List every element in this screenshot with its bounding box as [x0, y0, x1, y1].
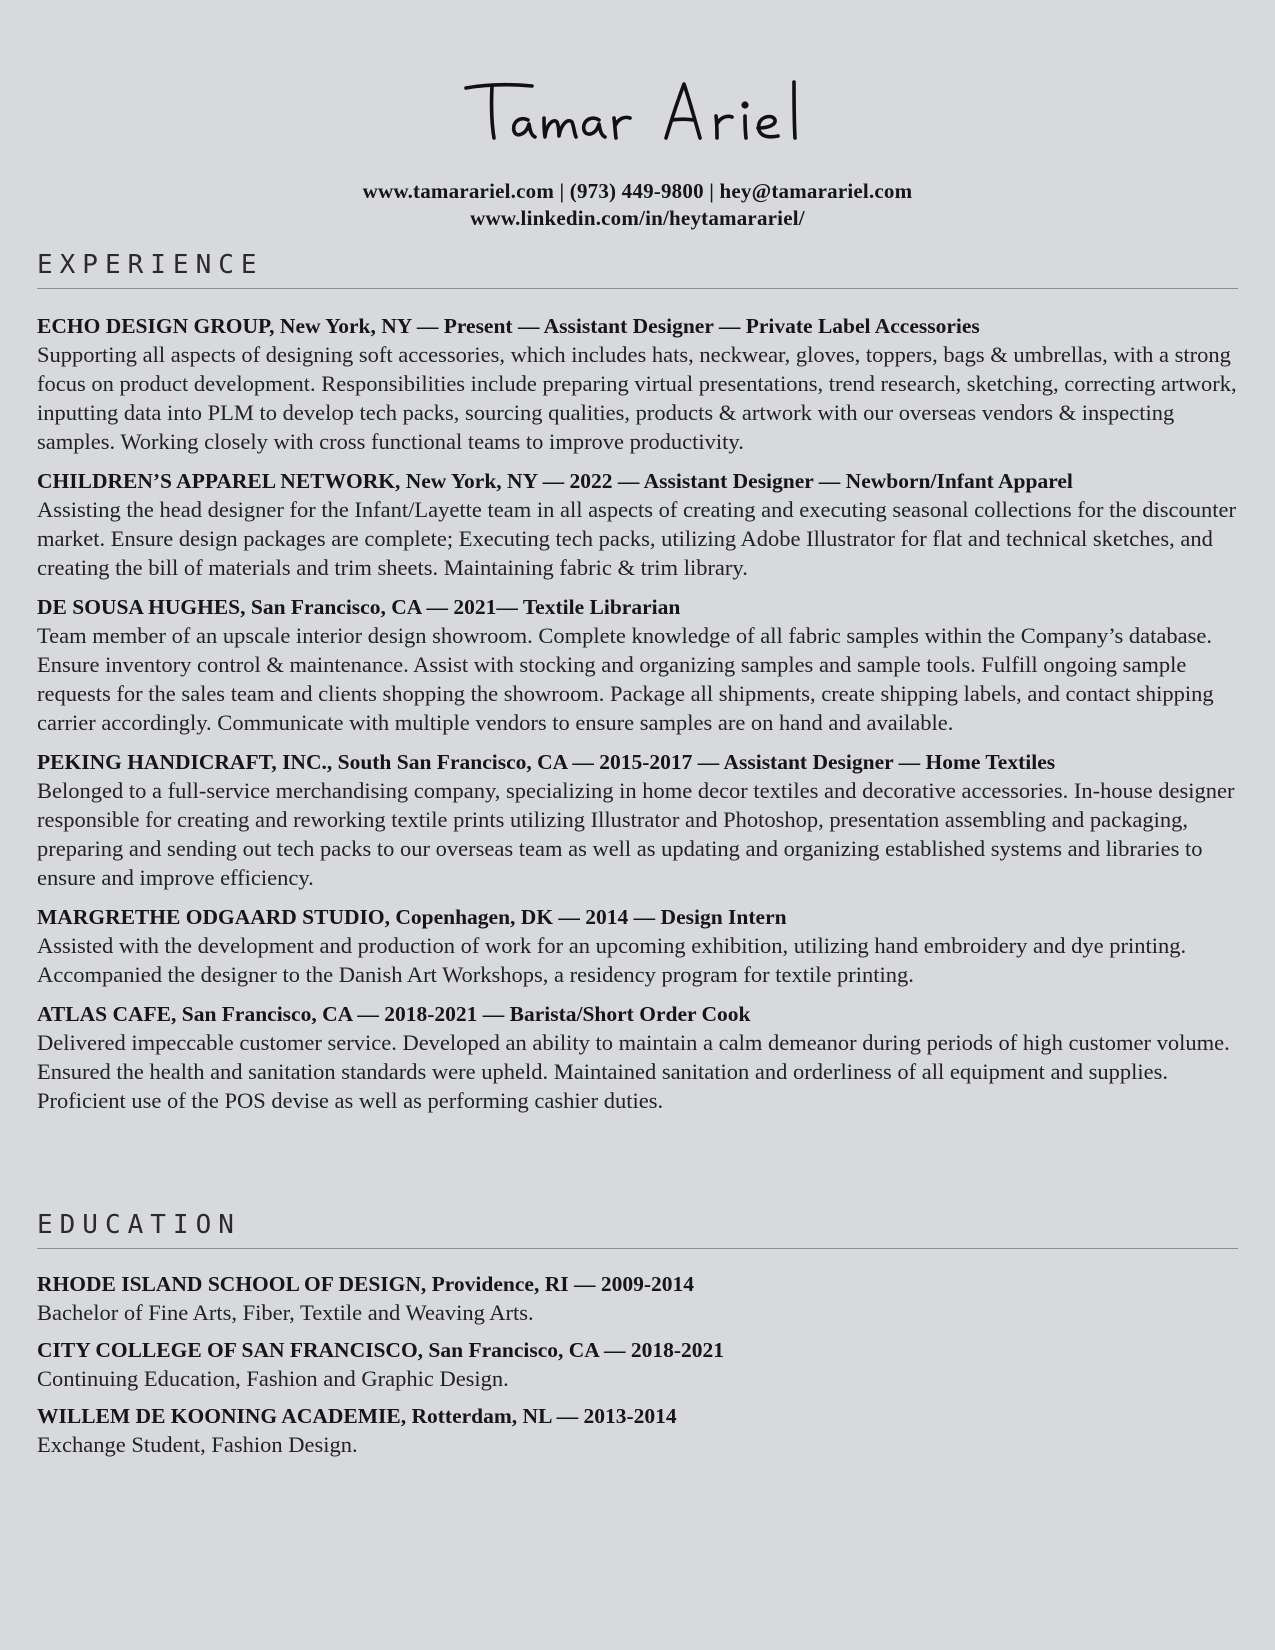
education-heading: WILLEM DE KOONING ACADEMIE, Rotterdam, NL — 2013-2014: [37, 1404, 677, 1428]
experience-entry: [37, 748, 1238, 892]
experience-heading: CHILDREN’S APPAREL NETWORK, New York, NY — 2022 — Assistant Designer — Newborn/Infant Apparel: [37, 469, 1073, 493]
experience-description: Assisted with the development and production of work for an upcoming exhibition, utilizing hand embroidery and dye printing. Accompanied the designer to the Danish Art Workshops, a residency program for textile printing.: [37, 933, 1187, 987]
education-description: Bachelor of Fine Arts, Fiber, Textile and Weaving Arts.: [37, 1300, 534, 1325]
experience-entry: [37, 593, 1238, 737]
education-section-title: EDUCATION: [37, 1210, 241, 1240]
experience-description: Supporting all aspects of designing soft accessories, which includes hats, neckwear, gloves, toppers, bags & umbrellas, with a strong focus on product development. Responsibilities include preparing virtual presentations, trend research, sketching, correcting artwork, inputting data into PLM to develop tech packs, sourcing qualities, products & artwork with our overseas vendors & inspecting samples. Working closely with cross functional teams to improve productivity.: [37, 342, 1237, 454]
education-entry: [37, 1402, 1238, 1460]
experience-section-title: EXPERIENCE: [37, 250, 264, 280]
experience-description: Team member of an upscale interior design showroom. Complete knowledge of all fabric samples within the Company’s database. Ensure inventory control & maintenance. Assist with stocking and organizing samples and sample tools. Fulfill ongoing sample requests for the sales team and clients shopping the showroom. Package all shipments, create shipping labels, and contact shipping carrier accordingly. Communicate with multiple vendors to ensure samples are on hand and available.: [37, 623, 1214, 735]
experience-entry: [37, 312, 1238, 456]
contact-line-2[interactable]: www.linkedin.com/in/heytamarariel/: [470, 206, 805, 230]
education-divider: [37, 1248, 1238, 1249]
education-entry: [37, 1336, 1238, 1394]
handwritten-name-logo: [458, 72, 818, 162]
education-entry: [37, 1270, 1238, 1328]
experience-list: [37, 312, 1238, 1126]
experience-entry: [37, 1000, 1238, 1115]
experience-heading: DE SOUSA HUGHES, San Francisco, CA — 2021— Textile Librarian: [37, 595, 681, 619]
contact-block: [37, 178, 1238, 232]
education-description: Continuing Education, Fashion and Graphic Design.: [37, 1366, 509, 1391]
experience-description: Delivered impeccable customer service. Developed an ability to maintain a calm demeanor during periods of high customer volume. Ensured the health and sanitation standards were upheld. Maintained sanitation and orderliness of all equipment and supplies. Proficient use of the POS devise as well as performing cashier duties.: [37, 1030, 1230, 1113]
education-list: [37, 1270, 1238, 1468]
experience-heading: ATLAS CAFE, San Francisco, CA — 2018-2021 — Barista/Short Order Cook: [37, 1002, 751, 1026]
education-heading: RHODE ISLAND SCHOOL OF DESIGN, Providence, RI — 2009-2014: [37, 1272, 694, 1296]
contact-line-1[interactable]: www.tamarariel.com | (973) 449-9800 | hey@tamarariel.com: [362, 179, 913, 203]
education-heading: CITY COLLEGE OF SAN FRANCISCO, San Francisco, CA — 2018-2021: [37, 1338, 725, 1362]
name-signature: [37, 72, 1238, 162]
education-description: Exchange Student, Fashion Design.: [37, 1432, 358, 1457]
experience-entry: [37, 903, 1238, 989]
experience-entry: [37, 467, 1238, 582]
experience-divider: [37, 288, 1238, 289]
experience-description: Assisting the head designer for the Infant/Layette team in all aspects of creating and executing seasonal collections for the discounter market. Ensure design packages are complete; Executing tech packs, utilizing Adobe Illustrator for flat and technical sketches, and creating the bill of materials and trim sheets. Maintaining fabric & trim library.: [37, 497, 1236, 580]
experience-heading: ECHO DESIGN GROUP, New York, NY — Present — Assistant Designer — Private Label Accessories: [37, 314, 980, 338]
experience-heading: PEKING HANDICRAFT, INC., South San Francisco, CA — 2015-2017 — Assistant Designer — Home Textiles: [37, 750, 1056, 774]
experience-heading: MARGRETHE ODGAARD STUDIO, Copenhagen, DK — 2014 — Design Intern: [37, 905, 787, 929]
experience-description: Belonged to a full-service merchandising company, specializing in home decor textiles and decorative accessories. In-house designer responsible for creating and reworking textile prints utilizing Illustrator and Photoshop, presentation assembling and packaging, preparing and sending out tech packs to our overseas team as well as updating and organizing established systems and libraries to ensure and improve efficiency.: [37, 778, 1235, 890]
